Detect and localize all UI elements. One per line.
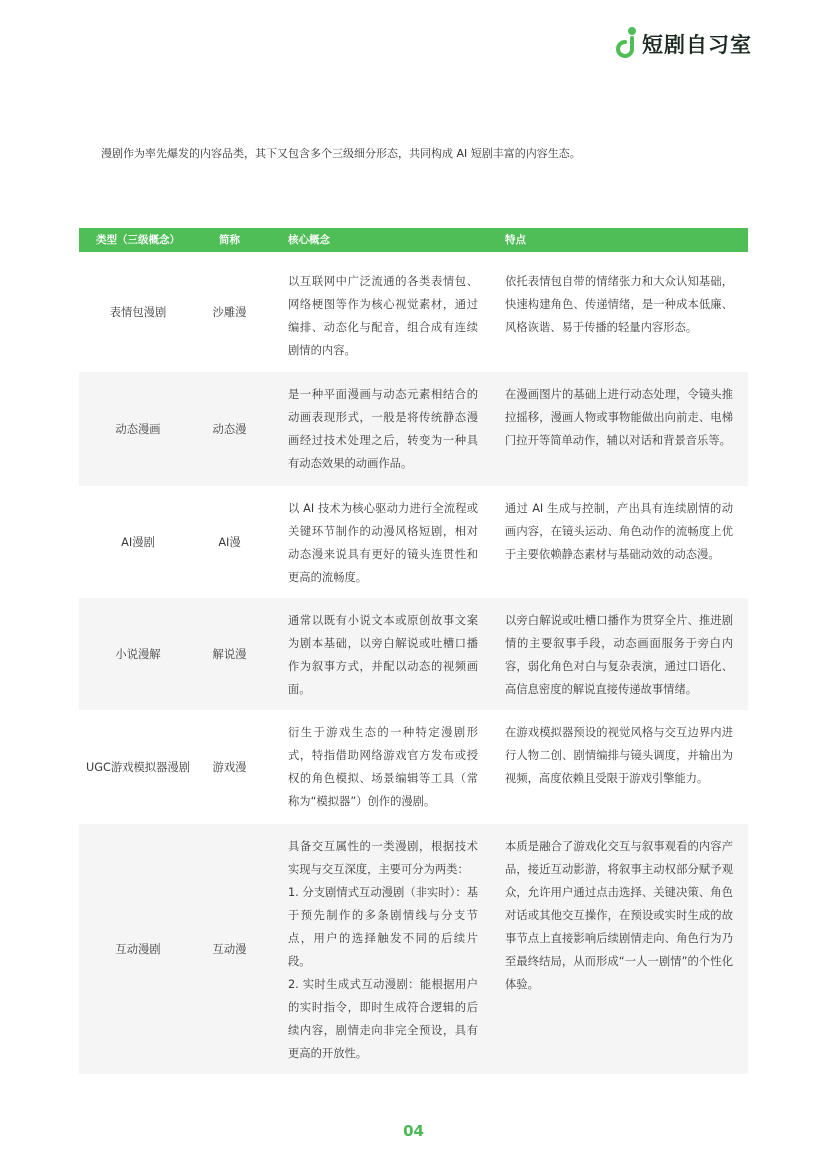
concept-paragraph: 以 AI 技术为核心驱动力进行全流程或关键环节制作的动漫风格短剧，相对动态漫来说具有更好的镜头连贯性和更高的流畅度。 [288,502,478,584]
content-types-table [79,228,748,1074]
concept-paragraph: 具备交互属性的一类漫剧，根据技术实现与交互深度，主要可分为两类： [288,840,478,876]
abbr-cell: 动态漫 [212,422,247,436]
table-row [79,252,748,372]
intro-paragraph: 漫剧作为率先爆发的内容品类，其下又包含多个三级细分形态，共同构成 AI 短剧丰富的内容生态。 [101,147,581,160]
type-cell: 动态漫画 [115,422,161,436]
type-cell: 小说漫解 [115,647,161,661]
table-header-row [79,228,748,252]
concept-paragraph: 通常以既有小说文本或原创故事文案为剧本基础，以旁白解说或吐槽口播作为叙事方式，并配以动态的视频画面。 [288,614,478,696]
table-row [79,710,748,824]
page-number: 04 [403,1122,424,1140]
feature-cell: 以旁白解说或吐槽口播作为贯穿全片、推进剧情的主要叙事手段，动态画面服务于旁白内容，弱化角色对白与复杂表演，通过口语化、高信息密度的解说直接传递故事情绪。 [505,614,733,696]
abbr-cell: 游戏漫 [212,760,247,774]
abbr-cell: 沙雕漫 [212,305,247,319]
feature-cell: 在漫画图片的基础上进行动态处理，令镜头推拉摇移，漫画人物或事物能做出向前走、电梯门拉开等简单动作，辅以对话和背景音乐等。 [505,388,733,447]
type-cell: 表情包漫剧 [109,305,167,319]
concept-paragraph: 是一种平面漫画与动态元素相结合的动画表现形式，一般是将传统静态漫画经过技术处理之后，转变为一种具有动态效果的动画作品。 [288,388,478,470]
table-row [79,486,748,598]
brand-logo [616,26,752,58]
feature-cell: 在游戏模拟器预设的视觉风格与交互边界内进行人物二创、剧情编排与镜头调度，并输出为视频，高度依赖且受限于游戏引擎能力。 [505,726,733,785]
concept-cell [262,824,490,1074]
column-header-type: 类型（三级概念） [96,234,180,246]
column-header-abbr: 简称 [219,234,240,246]
feature-cell: 依托表情包自带的情绪张力和大众认知基础，快速构建角色、传递情绪，是一种成本低廉、风格诙谐、易于传播的轻量内容形态。 [505,275,733,334]
table-row [79,598,748,710]
feature-cell: 本质是融合了游戏化交互与叙事观看的内容产品，接近互动影游，将叙事主动权部分赋予观众，允许用户通过点击选择、关键决策、角色对话或其他交互操作，在预设或实时生成的故事节点上直接影响后续剧情走向、角色行为乃至最终结局，从而形成“一人一剧情”的个性化体验。 [505,840,733,991]
concept-cell [262,252,490,372]
type-cell: AI漫剧 [121,535,155,549]
table-row [79,372,748,486]
column-header-feature: 特点 [505,234,526,246]
abbr-cell: 互动漫 [212,942,247,956]
concept-cell [262,598,490,710]
concept-paragraph: 2. 实时生成式互动漫剧：能根据用户的实时指令，即时生成符合逻辑的后续内容，剧情走向非完全预设，具有更高的开放性。 [288,978,478,1060]
brand-logo-icon [616,26,638,58]
concept-paragraph: 以互联网中广泛流通的各类表情包、网络梗图等作为核心视觉素材，通过编排、动态化与配音，组合成有连续剧情的内容。 [288,275,478,357]
brand-name: 短剧自习室 [642,33,752,57]
concept-paragraph: 1. 分支剧情式互动漫剧（非实时）：基于预先制作的多条剧情线与分支节点，用户的选择触发不同的后续片段。 [288,886,478,968]
type-cell: 互动漫剧 [115,942,161,956]
concept-paragraph: 衍生于游戏生态的一种特定漫剧形式，特指借助网络游戏官方发布或授权的角色模拟、场景编辑等工具（常称为“模拟器”）创作的漫剧。 [288,726,478,808]
table-row [79,824,748,1074]
concept-cell [262,486,490,598]
abbr-cell: AI漫 [218,535,241,549]
abbr-cell: 解说漫 [212,647,247,661]
type-cell: UGC游戏模拟器漫剧 [86,760,190,774]
column-header-concept: 核心概念 [288,234,330,246]
concept-cell [262,372,490,486]
concept-cell [262,710,490,824]
feature-cell: 通过 AI 生成与控制，产出具有连续剧情的动画内容，在镜头运动、角色动作的流畅度上优于主要依赖静态素材与基础动效的动态漫。 [505,502,733,561]
